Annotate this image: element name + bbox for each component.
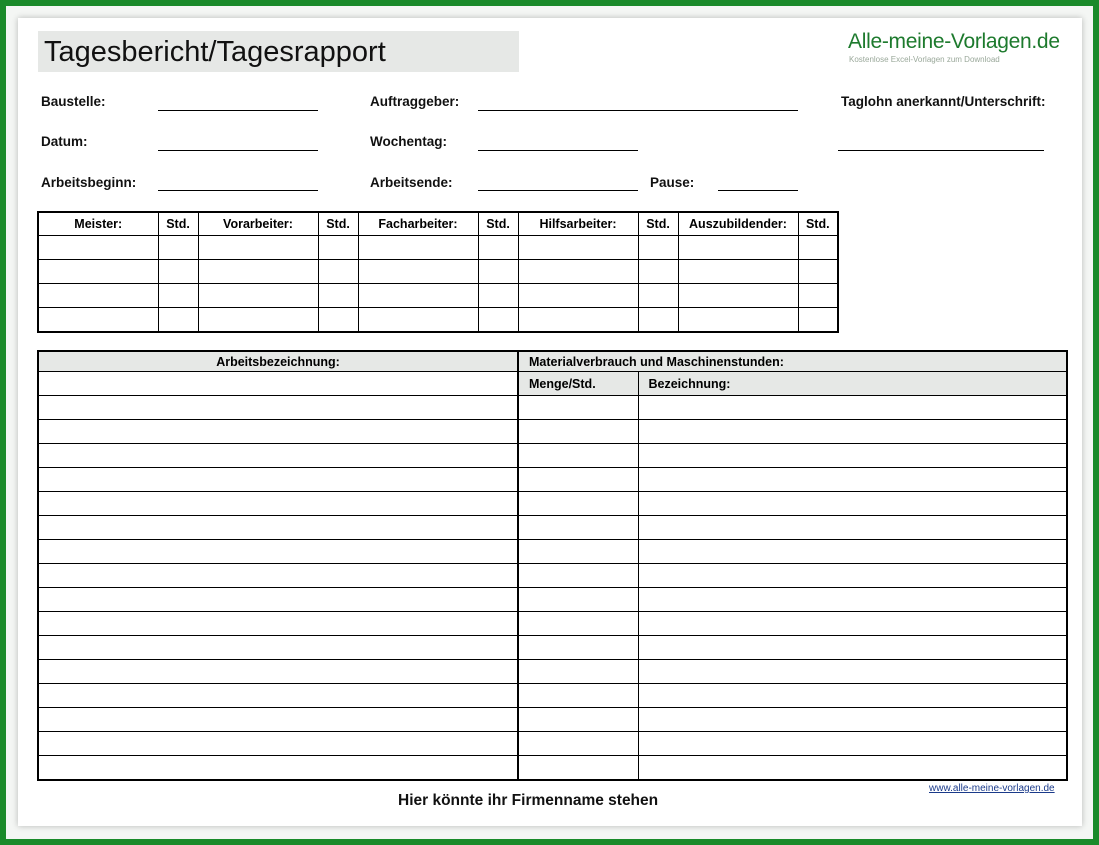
crew-cell[interactable] (638, 308, 678, 333)
page-title: Tagesbericht/Tagesrapport (44, 36, 386, 68)
arbeitsbezeichnung-header: Arbeitsbezeichnung: (38, 351, 518, 372)
arbeitsende-label: Arbeitsende: (370, 175, 453, 190)
work-cell[interactable] (518, 612, 638, 636)
crew-cell[interactable] (318, 284, 358, 308)
table-row (38, 612, 1067, 636)
table-row (38, 308, 838, 333)
auftraggeber-field[interactable] (478, 110, 798, 111)
table-row (38, 492, 1067, 516)
work-cell[interactable] (38, 396, 518, 420)
work-cell[interactable] (38, 756, 518, 781)
work-header-row (38, 351, 1067, 372)
work-cell[interactable] (638, 420, 1067, 444)
wochentag-field[interactable] (478, 150, 638, 151)
arbeitsbeginn-field[interactable] (158, 190, 318, 191)
website-link[interactable]: www.alle-meine-vorlagen.de (929, 783, 1055, 794)
work-cell[interactable] (38, 492, 518, 516)
crew-table (37, 211, 839, 333)
table-row (38, 540, 1067, 564)
work-cell[interactable] (638, 612, 1067, 636)
baustelle-field[interactable] (158, 110, 318, 111)
work-cell[interactable] (38, 444, 518, 468)
table-row (38, 236, 838, 260)
work-cell[interactable] (38, 708, 518, 732)
crew-cell[interactable] (158, 284, 198, 308)
signature-field[interactable] (838, 150, 1044, 151)
crew-cell[interactable] (38, 236, 158, 260)
work-cell[interactable] (638, 660, 1067, 684)
work-cell[interactable] (638, 564, 1067, 588)
crew-header-std: Std. (318, 212, 358, 236)
material-header: Materialverbrauch und Maschinenstunden: (518, 351, 1067, 372)
taglohn-label: Taglohn anerkannt/Unterschrift: (841, 94, 1046, 109)
crew-cell[interactable] (318, 260, 358, 284)
crew-header-hilfsarbeiter: Hilfsarbeiter: (518, 212, 638, 236)
crew-cell[interactable] (358, 236, 478, 260)
crew-cell[interactable] (38, 308, 158, 333)
crew-cell[interactable] (638, 236, 678, 260)
table-row (38, 564, 1067, 588)
work-cell[interactable] (638, 540, 1067, 564)
datum-field[interactable] (158, 150, 318, 151)
crew-cell[interactable] (518, 260, 638, 284)
work-cell[interactable] (518, 756, 638, 781)
crew-header-row (38, 212, 838, 236)
datum-label: Datum: (41, 134, 88, 149)
table-row (38, 284, 838, 308)
work-cell[interactable] (638, 636, 1067, 660)
work-cell[interactable] (38, 588, 518, 612)
work-cell[interactable] (518, 708, 638, 732)
work-cell[interactable] (638, 444, 1067, 468)
work-cell[interactable] (38, 468, 518, 492)
crew-cell[interactable] (798, 260, 838, 284)
work-cell[interactable] (518, 636, 638, 660)
crew-cell[interactable] (478, 260, 518, 284)
baustelle-label: Baustelle: (41, 94, 106, 109)
work-cell[interactable] (518, 540, 638, 564)
crew-cell[interactable] (158, 236, 198, 260)
work-cell[interactable] (38, 420, 518, 444)
arbeitsende-field[interactable] (478, 190, 638, 191)
table-row (38, 444, 1067, 468)
table-row (38, 260, 838, 284)
crew-cell[interactable] (518, 284, 638, 308)
work-cell[interactable] (518, 468, 638, 492)
crew-cell[interactable] (678, 236, 798, 260)
crew-cell[interactable] (198, 260, 318, 284)
crew-header-std: Std. (158, 212, 198, 236)
crew-header-std: Std. (478, 212, 518, 236)
work-cell[interactable] (38, 540, 518, 564)
crew-cell[interactable] (678, 308, 798, 333)
table-row (38, 468, 1067, 492)
crew-cell[interactable] (678, 260, 798, 284)
menge-header: Menge/Std. (518, 372, 638, 396)
crew-cell[interactable] (158, 260, 198, 284)
table-row (38, 516, 1067, 540)
table-row (38, 588, 1067, 612)
work-cell[interactable] (518, 564, 638, 588)
work-cell[interactable] (638, 492, 1067, 516)
company-name-footer: Hier könnte ihr Firmenname stehen (398, 792, 659, 809)
crew-cell[interactable] (38, 284, 158, 308)
crew-cell[interactable] (358, 308, 478, 333)
work-cell[interactable] (638, 396, 1067, 420)
work-cell[interactable] (38, 612, 518, 636)
crew-cell[interactable] (518, 308, 638, 333)
crew-cell[interactable] (358, 284, 478, 308)
pause-label: Pause: (650, 175, 695, 190)
crew-header-std: Std. (798, 212, 838, 236)
work-cell[interactable] (638, 684, 1067, 708)
work-cell[interactable] (638, 732, 1067, 756)
table-row (38, 420, 1067, 444)
crew-cell[interactable] (798, 236, 838, 260)
table-row (38, 396, 1067, 420)
crew-cell[interactable] (798, 308, 838, 333)
crew-header-meister: Meister: (38, 212, 158, 236)
work-cell[interactable] (518, 396, 638, 420)
crew-cell[interactable] (318, 308, 358, 333)
auftraggeber-label: Auftraggeber: (370, 94, 460, 109)
crew-cell[interactable] (318, 236, 358, 260)
crew-cell[interactable] (638, 284, 678, 308)
crew-cell[interactable] (158, 308, 198, 333)
table-row (38, 684, 1067, 708)
work-cell[interactable] (518, 732, 638, 756)
work-cell[interactable] (518, 684, 638, 708)
crew-header-vorarbeiter: Vorarbeiter: (198, 212, 318, 236)
work-cell[interactable] (38, 636, 518, 660)
table-row (38, 636, 1067, 660)
crew-cell[interactable] (198, 308, 318, 333)
wochentag-label: Wochentag: (370, 134, 447, 149)
table-row (38, 732, 1067, 756)
crew-body (38, 236, 838, 333)
work-cell[interactable] (638, 588, 1067, 612)
work-cell[interactable] (38, 732, 518, 756)
work-cell[interactable] (38, 372, 518, 396)
table-row (38, 756, 1067, 781)
bezeichnung-header: Bezeichnung: (638, 372, 1067, 396)
work-cell[interactable] (38, 660, 518, 684)
work-cell[interactable] (638, 468, 1067, 492)
crew-header-facharbeiter: Facharbeiter: (358, 212, 478, 236)
work-cell[interactable] (518, 444, 638, 468)
crew-cell[interactable] (198, 236, 318, 260)
table-row (38, 708, 1067, 732)
work-cell[interactable] (38, 684, 518, 708)
work-cell[interactable] (518, 516, 638, 540)
work-table (37, 350, 1068, 781)
crew-cell[interactable] (518, 236, 638, 260)
crew-cell[interactable] (478, 236, 518, 260)
work-cell[interactable] (518, 420, 638, 444)
crew-cell[interactable] (198, 284, 318, 308)
arbeitsbeginn-label: Arbeitsbeginn: (41, 175, 137, 190)
work-cell[interactable] (638, 516, 1067, 540)
crew-cell[interactable] (478, 284, 518, 308)
work-cell[interactable] (638, 708, 1067, 732)
brand-tagline: Kostenlose Excel-Vorlagen zum Download (849, 55, 1000, 64)
crew-cell[interactable] (478, 308, 518, 333)
crew-cell[interactable] (638, 260, 678, 284)
work-cell[interactable] (518, 492, 638, 516)
work-cell[interactable] (518, 588, 638, 612)
crew-header-std: Std. (638, 212, 678, 236)
work-cell[interactable] (518, 660, 638, 684)
work-cell[interactable] (38, 516, 518, 540)
pause-field[interactable] (718, 190, 798, 191)
crew-cell[interactable] (678, 284, 798, 308)
crew-cell[interactable] (798, 284, 838, 308)
work-body (38, 396, 1067, 781)
work-cell[interactable] (638, 756, 1067, 781)
work-subheader-row (38, 372, 1067, 396)
crew-header-auszubildender: Auszubildender: (678, 212, 798, 236)
work-cell[interactable] (38, 564, 518, 588)
crew-cell[interactable] (358, 260, 478, 284)
table-row (38, 660, 1067, 684)
crew-cell[interactable] (38, 260, 158, 284)
brand-logo: Alle-meine-Vorlagen.de (848, 30, 1060, 53)
